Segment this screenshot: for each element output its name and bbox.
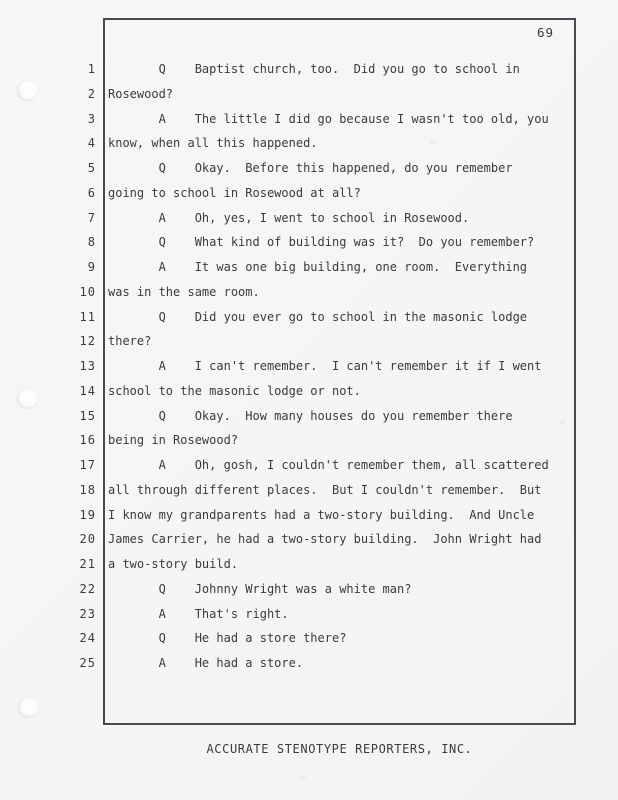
transcript-line bbox=[0, 552, 618, 577]
transcript-line bbox=[0, 181, 618, 206]
line-number: 18 bbox=[79, 482, 96, 497]
transcript-line bbox=[0, 82, 618, 107]
transcript-line bbox=[0, 230, 618, 255]
transcript-line bbox=[0, 329, 618, 354]
line-text: A It was one big building, one room. Everything bbox=[108, 260, 528, 274]
line-number: 1 bbox=[87, 62, 96, 76]
line-text: Q Baptist church, too. Did you go to school in bbox=[108, 62, 520, 76]
line-number: 16 bbox=[79, 433, 96, 448]
line-number: 17 bbox=[79, 458, 96, 472]
line-number: 14 bbox=[79, 383, 96, 398]
line-number: 20 bbox=[79, 532, 96, 547]
line-number: 13 bbox=[79, 359, 96, 373]
line-text: being in Rosewood? bbox=[108, 433, 239, 448]
line-text: Rosewood? bbox=[108, 86, 174, 101]
line-number: 25 bbox=[79, 656, 96, 670]
line-number: 4 bbox=[87, 136, 96, 151]
transcript-line bbox=[0, 280, 618, 305]
line-text: was in the same room. bbox=[108, 284, 260, 299]
line-text: A I can't remember. I can't remember it if I went bbox=[108, 359, 542, 373]
line-number: 8 bbox=[87, 235, 96, 250]
line-text: I know my grandparents had a two-story building. And Uncle bbox=[108, 507, 535, 522]
line-number: 12 bbox=[79, 334, 96, 349]
transcript-line bbox=[0, 379, 618, 404]
transcript-line bbox=[0, 305, 618, 330]
transcript-line bbox=[0, 156, 618, 181]
line-number: 24 bbox=[79, 631, 96, 646]
line-number: 3 bbox=[87, 111, 96, 126]
line-text: going to school in Rosewood at all? bbox=[108, 185, 361, 200]
line-text: James Carrier, he had a two-story building. John Wright had bbox=[108, 532, 542, 547]
transcript-line bbox=[0, 206, 618, 231]
line-number: 15 bbox=[79, 408, 96, 423]
line-text: A The little I did go because I wasn't too old, you bbox=[108, 111, 549, 126]
line-number: 19 bbox=[79, 507, 96, 522]
line-number: 10 bbox=[79, 284, 96, 299]
line-text: Q Did you ever go to school in the masonic lodge bbox=[108, 309, 528, 324]
transcript-line bbox=[0, 527, 618, 552]
line-number: 11 bbox=[79, 309, 96, 324]
transcript-line bbox=[0, 57, 618, 82]
line-number: 7 bbox=[87, 210, 96, 225]
line-text: all through different places. But I couldn't remember. But bbox=[108, 482, 542, 497]
transcript-line bbox=[0, 602, 618, 627]
line-number: 22 bbox=[79, 581, 96, 596]
transcript-line bbox=[0, 478, 618, 503]
transcript-line bbox=[0, 626, 618, 651]
line-text: school to the masonic lodge or not. bbox=[108, 383, 361, 398]
line-text: Q Okay. Before this happened, do you remember bbox=[108, 161, 513, 175]
line-number: 2 bbox=[87, 86, 96, 101]
transcript-line bbox=[0, 131, 618, 156]
line-text: a two-story build. bbox=[108, 557, 239, 571]
transcript-line bbox=[0, 255, 618, 280]
line-text: A Oh, yes, I went to school in Rosewood. bbox=[108, 210, 470, 225]
transcript-line bbox=[0, 428, 618, 453]
line-text: A He had a store. bbox=[108, 656, 304, 670]
transcript-line bbox=[0, 503, 618, 528]
line-text: Q What kind of building was it? Do you remember? bbox=[108, 235, 535, 250]
line-text: Q Okay. How many houses do you remember there bbox=[108, 408, 513, 423]
line-number: 21 bbox=[79, 557, 96, 571]
line-number: 6 bbox=[87, 185, 96, 200]
line-text: A That's right. bbox=[108, 606, 289, 621]
line-text: Q He had a store there? bbox=[108, 631, 347, 646]
line-text: know, when all this happened. bbox=[108, 136, 318, 151]
line-text: Q Johnny Wright was a white man? bbox=[108, 581, 412, 596]
line-text: A Oh, gosh, I couldn't remember them, all scattered bbox=[108, 458, 549, 472]
transcript-line bbox=[0, 651, 618, 676]
transcript-line bbox=[0, 577, 618, 602]
reporter-footer: ACCURATE STENOTYPE REPORTERS, INC. bbox=[206, 742, 473, 756]
transcript-line bbox=[0, 354, 618, 379]
transcript-line bbox=[0, 107, 618, 132]
line-number: 5 bbox=[87, 161, 96, 175]
line-number: 23 bbox=[79, 606, 96, 621]
line-text: there? bbox=[108, 334, 152, 349]
line-number: 9 bbox=[87, 260, 96, 274]
transcript-line bbox=[0, 404, 618, 429]
transcript-line bbox=[0, 453, 618, 478]
page-number: 69 bbox=[537, 25, 555, 40]
